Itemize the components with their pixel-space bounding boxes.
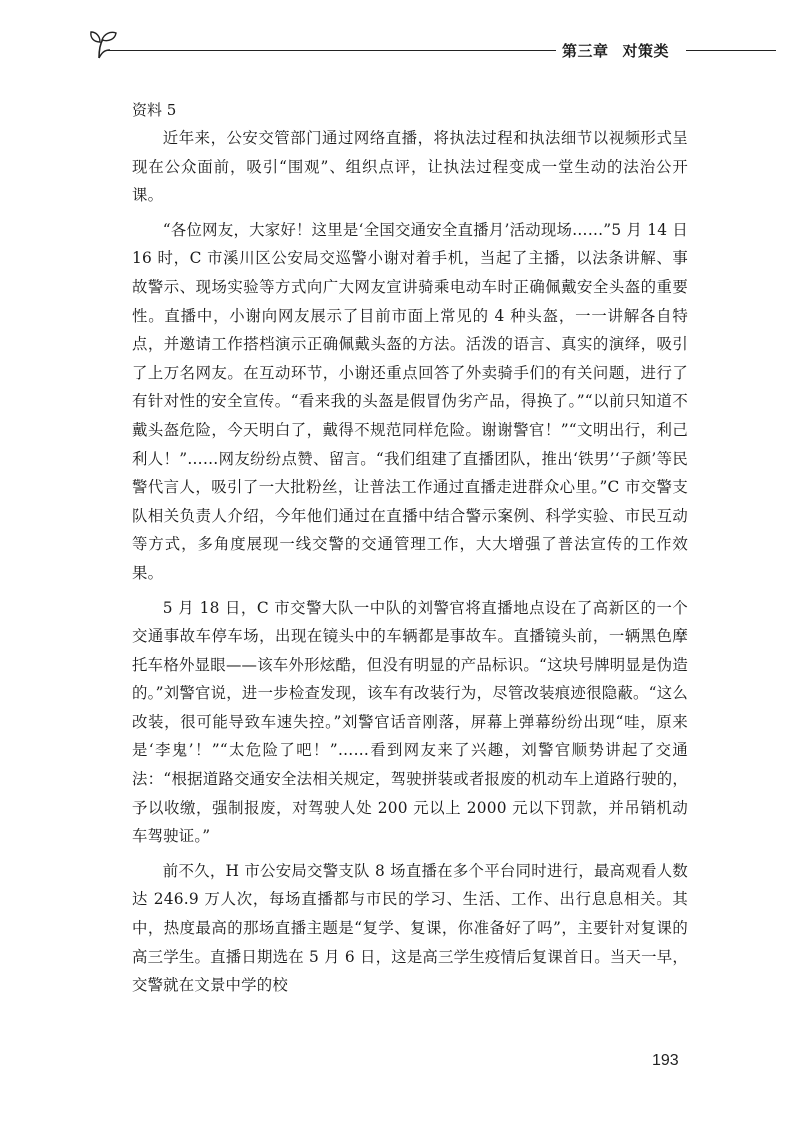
running-header (86, 28, 776, 64)
paragraph: “各位网友，大家好！这里是‘全国交通安全直播月’活动现场……”5 月 14 日 16 时，C 市溪川区公安局交巡警小谢对着手机，当起了主播，以法条讲解、事故警示、现场实验等方式向广大网友宣讲骑乘电动车时正确佩戴安全头盔的重要性。直播中，小谢向网友展示了目前市面上常见的 4 种头盔，一一讲解各自特点，并邀请工作搭档演示正确佩戴头盔的方法。活泼的语言、真实的演绎，吸引了上万名网友。在互动环节，小谢还重点回答了外卖骑手们的有关问题，进行了有针对性的安全宣传。“看来我的头盔是假冒伪劣产品，得换了。”“以前只知道不戴头盔危险，今天明白了，戴得不规范同样危险。谢谢警官！”“文明出行，利己利人！”……网友纷纷点赞、留言。“我们组建了直播团队，推出‘铁男’‘子颜’等民警代言人，吸引了一大批粉丝，让普法工作通过直播走进群众心里。”C 市交警支队相关负责人介绍，今年他们通过在直播中结合警示案例、科学实验、市民互动等方式，多角度展现一线交警的交通管理工作，大大增强了普法宣传的工作效果。 (132, 220, 688, 582)
chapter-number: 第三章 (562, 42, 609, 60)
page-number: 193 (652, 1052, 679, 1069)
chapter-label (562, 40, 683, 61)
material-title: 资料 5 (132, 101, 177, 119)
header-rule-left (108, 50, 556, 51)
sprout-icon (86, 28, 122, 62)
header-rule-right (686, 50, 776, 51)
document-body (132, 98, 688, 1006)
paragraph: 近年来，公安交管部门通过网络直播，将执法过程和执法细节以视频形式呈现在公众面前，吸引“围观”、组织点评，让执法过程变成一堂生动的法治公开课。 (132, 129, 688, 205)
paragraph: 前不久，H 市公安局交警支队 8 场直播在多个平台同时进行，最高观看人数达 246.9 万人次，每场直播都与市民的学习、生活、工作、出行息息相关。其中，热度最高的那场直播主题是“复学、复课，你准备好了吗”，主要针对复课的高三学生。直播日期选在 5 月 6 日，这是高三学生疫情后复课首日。当天一早，交警就在文景中学的校 (132, 861, 688, 995)
chapter-title: 对策类 (622, 42, 670, 60)
paragraph: 5 月 18 日，C 市交警大队一中队的刘警官将直播地点设在了高新区的一个交通事故车停车场，出现在镜头中的车辆都是事故车。直播镜头前，一辆黑色摩托车格外显眼——该车外形炫酷，但没有明显的产品标识。“这块号牌明显是伪造的。”刘警官说，进一步检查发现，该车有改装行为，尽管改装痕迹很隐蔽。“这么改装，很可能导致车速失控。”刘警官话音刚落，屏幕上弹幕纷纷出现“哇，原来是‘李鬼’！”“太危险了吧！”……看到网友来了兴趣，刘警官顺势讲起了交通法：“根据道路交通安全法相关规定，驾驶拼装或者报废的机动车上道路行驶的，予以收缴，强制报废，对驾驶人处 200 元以上 2000 元以下罚款，并吊销机动车驾驶证。” (132, 598, 688, 846)
